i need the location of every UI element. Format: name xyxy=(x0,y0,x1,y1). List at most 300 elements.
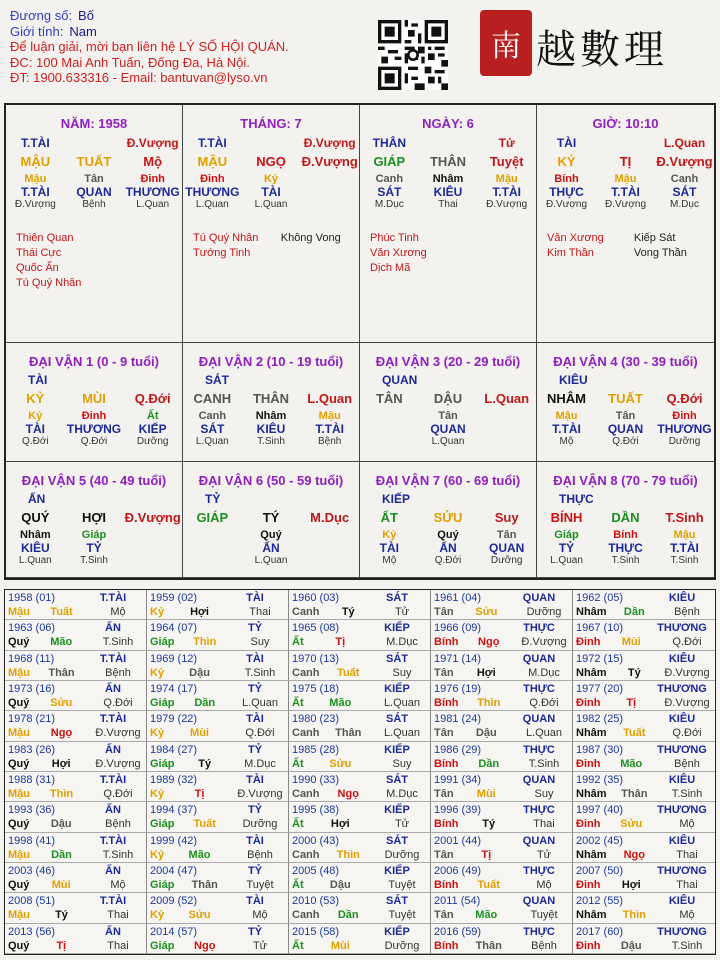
year-can: Quý xyxy=(8,939,30,952)
year-god: SÁT xyxy=(386,652,408,665)
hidden-state: Bệnh xyxy=(318,436,342,447)
hidden-state: T.Sinh xyxy=(670,555,699,566)
sao-item: Kim Thần xyxy=(547,247,594,259)
year-item xyxy=(289,772,431,802)
sao-list xyxy=(193,231,353,261)
year-item xyxy=(5,681,147,711)
hidden-state: L.Quan xyxy=(18,555,52,566)
year-chi: Ngọ xyxy=(337,788,359,800)
year-label: 1965 (08) xyxy=(292,622,340,635)
year-label: 1971 (14) xyxy=(434,652,482,665)
hidden-stem: Bính xyxy=(554,173,579,185)
pillar-can: GIÁP xyxy=(373,154,406,169)
hidden-stem: Tân xyxy=(84,173,104,185)
year-state: Dưỡng xyxy=(526,606,562,618)
year-can: Nhâm xyxy=(576,606,607,618)
year-item xyxy=(573,772,715,802)
year-item xyxy=(147,863,289,893)
dai-van-god: KIÊU xyxy=(559,373,588,387)
year-item xyxy=(147,620,289,650)
spacer xyxy=(65,136,124,150)
year-state: Bệnh xyxy=(105,818,131,831)
year-chi: Tị xyxy=(194,788,205,800)
year-chi: Mùi xyxy=(51,879,71,891)
year-state: T.Sinh xyxy=(244,666,276,679)
year-item xyxy=(289,833,431,863)
year-state: Thai xyxy=(676,879,698,891)
hidden-state: Q.Đới xyxy=(434,555,462,566)
year-item xyxy=(431,772,573,802)
year-god: KIÊU xyxy=(668,834,696,847)
year-label: 1982 (25) xyxy=(576,713,624,726)
year-label: 1973 (16) xyxy=(8,683,56,695)
year-label: 1985 (28) xyxy=(292,743,340,756)
year-item xyxy=(431,681,573,711)
pillar-can: KỶ xyxy=(557,154,576,169)
year-god: THỰC xyxy=(523,865,555,877)
pillar-top-state: Đ.Vượng xyxy=(303,136,356,150)
hidden-god xyxy=(300,185,359,199)
year-chi: Thân xyxy=(621,788,648,800)
year-can: Nhâm xyxy=(576,848,607,861)
year-chi: Ngọ xyxy=(478,636,500,649)
hidden-state: Đ.Vượng xyxy=(486,199,528,210)
hidden-stem: Tân xyxy=(438,410,458,422)
year-label: 1966 (09) xyxy=(434,622,482,635)
year-god: KIẾP xyxy=(384,743,410,756)
year-can: Nhâm xyxy=(576,909,607,922)
dai-van-title: ĐẠI VẬN 4 (30 - 39 tuổi) xyxy=(553,354,698,369)
year-item xyxy=(5,833,147,863)
year-can: Ất xyxy=(292,697,304,709)
year-item xyxy=(431,802,573,832)
year-can: Mậu xyxy=(8,727,30,740)
sao-item xyxy=(281,246,353,261)
year-can: Giáp xyxy=(150,757,175,770)
year-label: 1976 (19) xyxy=(434,683,482,695)
year-state: Mộ xyxy=(110,606,126,618)
duong-so-value: Bố xyxy=(78,8,94,23)
hidden-god: QUAN xyxy=(607,422,644,436)
year-item xyxy=(573,742,715,772)
seal-logo xyxy=(480,10,532,76)
hidden-god: KIÊU xyxy=(21,541,50,555)
dai-van-state: T.Sinh xyxy=(665,510,704,525)
year-state: Q.Đới xyxy=(529,697,559,709)
pillar-cell xyxy=(183,105,360,343)
hidden-god xyxy=(360,422,419,436)
year-god: QUAN xyxy=(522,774,556,786)
year-item xyxy=(289,620,431,650)
hidden-stem: Kỷ xyxy=(263,173,279,185)
hidden-stem: Giáp xyxy=(554,529,579,541)
hidden-state: Q.Đới xyxy=(22,436,49,447)
pillar-top-state: Tử xyxy=(498,136,515,150)
year-can: Mậu xyxy=(8,606,30,618)
year-state: Mộ xyxy=(536,879,552,891)
year-state: Đ.Vượng xyxy=(95,727,141,740)
sao-item: Tướng Tinh xyxy=(193,247,251,259)
hidden-state xyxy=(300,555,359,566)
year-state: T.Sinh xyxy=(102,848,134,861)
hidden-stem: Canh xyxy=(198,410,227,422)
year-can: Ất xyxy=(292,757,304,770)
year-god: TỶ xyxy=(247,743,263,756)
year-item xyxy=(289,893,431,923)
year-chi: Dậu xyxy=(329,879,351,891)
year-item xyxy=(431,651,573,681)
year-chi: Ngọ xyxy=(50,727,73,740)
year-label: 1999 (42) xyxy=(150,834,198,847)
hidden-state: L.Quan xyxy=(254,199,288,210)
hidden-god: T.TÀI xyxy=(315,422,345,436)
year-god: SÁT xyxy=(386,592,408,604)
year-god: SÁT xyxy=(386,774,408,786)
year-state: Q.Đới xyxy=(103,788,133,800)
year-state: L.Quan xyxy=(383,727,421,740)
year-god: TÀI xyxy=(246,713,264,726)
year-can: Kỷ xyxy=(150,727,165,740)
year-god: KIÊU xyxy=(668,895,696,908)
hidden-stem: Mậu xyxy=(555,410,578,422)
year-state: M.Dục xyxy=(386,636,418,649)
hidden-state: L.Quan xyxy=(136,199,170,210)
year-god: QUAN xyxy=(522,652,556,665)
year-god: QUAN xyxy=(522,895,556,908)
year-god: KIẾP xyxy=(384,865,410,877)
spacer xyxy=(596,136,655,150)
hidden-state: Đ.Vượng xyxy=(14,199,56,210)
year-item xyxy=(573,620,715,650)
dai-van-god: QUAN xyxy=(382,373,418,387)
dai-van-chi: MÙI xyxy=(82,391,106,406)
year-god: T.TÀI xyxy=(99,834,127,847)
year-label: 1968 (11) xyxy=(8,652,55,665)
year-chi: Sửu xyxy=(188,909,211,922)
hidden-stem xyxy=(300,173,359,185)
year-item xyxy=(147,681,289,711)
year-state: Thai xyxy=(676,848,698,861)
hidden-god xyxy=(183,541,242,555)
year-can: Tân xyxy=(434,606,454,618)
hidden-state: Thai xyxy=(438,199,458,210)
hidden-god: T.TÀI xyxy=(611,185,640,199)
year-state: T.Sinh xyxy=(528,757,560,770)
year-label: 1979 (22) xyxy=(150,713,198,726)
dai-van-can: GIÁP xyxy=(196,510,229,525)
year-item xyxy=(5,651,147,681)
year-label: 1980 (23) xyxy=(292,713,340,726)
dai-van-god: TỶ xyxy=(205,492,221,506)
year-state: Q.Đới xyxy=(245,727,275,740)
year-label: 2012 (55) xyxy=(576,895,624,908)
dai-van-state: L.Quan xyxy=(484,391,530,406)
dai-van-god: TÀI xyxy=(28,373,48,387)
year-item xyxy=(289,711,431,741)
year-item xyxy=(289,651,431,681)
year-item xyxy=(5,924,147,954)
year-god: SÁT xyxy=(386,834,408,847)
hidden-god: T.TÀI xyxy=(21,185,50,199)
year-can: Kỷ xyxy=(150,909,165,922)
pillar-top-state: L.Quan xyxy=(663,136,706,150)
hidden-stem xyxy=(360,410,419,422)
year-god: ẤN xyxy=(105,865,121,877)
year-can: Ất xyxy=(292,818,304,831)
year-can: Tân xyxy=(434,727,454,740)
year-chi: Sửu xyxy=(475,606,498,618)
sao-list xyxy=(16,231,176,291)
year-state: Q.Đới xyxy=(672,727,702,740)
address-line: ĐC: 100 Mai Anh Tuấn, Đống Đa, Hà Nội. xyxy=(10,54,250,70)
pillar-title: THÁNG: 7 xyxy=(240,116,302,131)
year-chi: Thân xyxy=(48,666,75,679)
year-label: 1990 (33) xyxy=(292,774,340,786)
pillar-chi: TUẤT xyxy=(76,154,112,169)
year-can: Giáp xyxy=(150,879,175,891)
year-label: 1995 (38) xyxy=(292,804,340,817)
year-state: Thai xyxy=(533,818,555,831)
year-chi: Mão xyxy=(50,636,73,649)
year-chi: Mão xyxy=(475,909,498,922)
year-chi: Thân xyxy=(475,939,502,952)
dai-van-title: ĐẠI VẬN 3 (20 - 29 tuổi) xyxy=(375,354,521,369)
year-god: THỰC xyxy=(523,925,555,938)
year-label: 1987 (30) xyxy=(576,743,624,756)
dai-van-state: Q.Đới xyxy=(134,391,171,406)
year-list xyxy=(4,589,716,955)
year-god: KIẾP xyxy=(384,622,410,635)
year-god: T.TÀI xyxy=(99,774,127,786)
year-item xyxy=(573,711,715,741)
year-god: TÀI xyxy=(246,652,264,665)
year-can: Đinh xyxy=(576,818,601,831)
year-can: Quý xyxy=(8,879,30,891)
hidden-stem: Quý xyxy=(437,529,459,541)
year-can: Mậu xyxy=(8,848,30,861)
year-state: Q.Đới xyxy=(672,636,702,649)
year-god: TỶ xyxy=(247,804,263,817)
hidden-state: Bệnh xyxy=(82,199,106,210)
year-item xyxy=(147,742,289,772)
hidden-stem: Mậu xyxy=(673,529,696,541)
hidden-god: THƯƠNG xyxy=(66,422,122,436)
year-state: T.Sinh xyxy=(671,788,703,800)
year-can: Đinh xyxy=(576,939,601,952)
year-label: 1959 (02) xyxy=(150,592,198,604)
chart-grid xyxy=(4,103,716,580)
hidden-stem: Đinh xyxy=(672,410,697,422)
year-item xyxy=(573,651,715,681)
year-can: Canh xyxy=(292,666,320,679)
year-can: Quý xyxy=(8,636,30,649)
year-god: THỰC xyxy=(523,622,555,635)
year-god: T.TÀI xyxy=(99,895,127,908)
year-label: 2013 (56) xyxy=(8,925,56,938)
dai-van-cell xyxy=(537,462,714,578)
hidden-god: QUAN xyxy=(430,422,466,436)
year-label: 1988 (31) xyxy=(8,774,56,786)
year-chi: Tý xyxy=(198,757,212,770)
sao-item: Thiên Quan xyxy=(16,232,74,244)
hidden-god: THƯƠNG xyxy=(185,185,240,199)
year-can: Canh xyxy=(292,909,320,922)
hidden-god: ẤN xyxy=(439,541,457,555)
year-god: QUAN xyxy=(522,834,556,847)
dai-van-can: NHÂM xyxy=(547,391,586,406)
year-label: 1960 (03) xyxy=(292,592,340,604)
year-state: Tuyệt xyxy=(388,879,416,891)
year-state: Dưỡng xyxy=(242,818,278,831)
year-item xyxy=(147,924,289,954)
dai-van-can: CANH xyxy=(193,391,232,406)
year-item xyxy=(147,802,289,832)
hidden-stem: Kỷ xyxy=(382,529,397,541)
year-chi: Tị xyxy=(626,697,637,709)
dai-van-title: ĐẠI VẬN 2 (10 - 19 tuổi) xyxy=(198,354,344,369)
dai-van-state: Q.Đới xyxy=(666,391,703,406)
year-item xyxy=(573,863,715,893)
hidden-god: SÁT xyxy=(672,185,697,199)
hidden-stem: Ất xyxy=(146,410,159,422)
year-can: Mậu xyxy=(8,909,30,922)
hidden-god: TÀI xyxy=(25,422,45,436)
hidden-god: THỰC xyxy=(549,185,584,199)
year-state: Mộ xyxy=(252,909,268,922)
year-chi: Dần xyxy=(337,909,359,922)
header-info xyxy=(10,8,370,86)
year-can: Kỷ xyxy=(150,848,165,861)
hidden-state: Dưỡng xyxy=(490,555,523,566)
year-label: 1991 (34) xyxy=(434,774,482,786)
pillar-chi: THÂN xyxy=(429,154,467,169)
year-god: KIẾP xyxy=(384,804,410,817)
year-label: 1977 (20) xyxy=(576,683,624,695)
year-label: 1969 (12) xyxy=(150,652,198,665)
year-label: 2006 (49) xyxy=(434,865,482,877)
year-chi: Tý xyxy=(482,818,496,831)
hidden-stem: Canh xyxy=(375,173,404,185)
hidden-stem xyxy=(183,529,242,541)
dai-van-state: M.Dục xyxy=(310,510,350,525)
year-god: QUAN xyxy=(522,713,556,726)
year-state: Mộ xyxy=(679,818,695,831)
hidden-stem: Đinh xyxy=(200,173,225,185)
pillar-title: GIỜ: 10:10 xyxy=(592,116,659,131)
year-state: Mộ xyxy=(679,909,695,922)
pillar-title: NĂM: 1958 xyxy=(60,116,128,131)
hidden-state: L.Quan xyxy=(431,436,465,447)
year-can: Bính xyxy=(434,879,459,891)
hidden-state xyxy=(300,199,359,210)
year-item xyxy=(573,833,715,863)
hidden-god xyxy=(300,541,359,555)
year-chi: Thìn xyxy=(336,848,360,861)
year-can: Đinh xyxy=(576,757,601,770)
year-item xyxy=(5,772,147,802)
hidden-state: Dưỡng xyxy=(668,436,701,447)
year-item xyxy=(431,590,573,620)
year-god: TÀI xyxy=(246,592,264,604)
hidden-stem: Đinh xyxy=(81,410,107,422)
year-label: 1998 (41) xyxy=(8,834,56,847)
hidden-stem: Tân xyxy=(496,529,517,541)
hidden-state: L.Quan xyxy=(195,199,229,210)
year-god: KIÊU xyxy=(668,592,696,604)
year-label: 1964 (07) xyxy=(150,622,198,635)
hidden-stem: Canh xyxy=(670,173,699,185)
year-item xyxy=(147,590,289,620)
year-state: Tử xyxy=(394,606,410,618)
year-god: THƯƠNG xyxy=(657,743,707,756)
hidden-stem: Mậu xyxy=(318,410,341,422)
dai-van-chi: SỬU xyxy=(433,510,463,525)
year-state: M.Dục xyxy=(386,788,418,800)
year-chi: Hợi xyxy=(190,606,209,618)
phone-email-line: ĐT: 1900.633316 - Email: bantuvan@lyso.vn xyxy=(10,70,268,85)
year-chi: Ngọ xyxy=(194,939,216,952)
year-god: ẤN xyxy=(105,925,121,938)
year-can: Ất xyxy=(292,939,304,952)
hidden-god xyxy=(477,422,536,436)
year-can: Đinh xyxy=(576,879,601,891)
pillar-top-state: Đ.Vượng xyxy=(126,136,179,150)
year-label: 2009 (52) xyxy=(150,895,198,908)
year-chi: Dậu xyxy=(620,939,642,952)
qr-code-icon[interactable] xyxy=(378,20,448,90)
pillar-state: Đ.Vượng xyxy=(656,154,713,169)
year-label: 1986 (29) xyxy=(434,743,482,756)
year-god: ẤN xyxy=(105,743,121,756)
year-chi: Ngọ xyxy=(623,848,645,861)
pillar-title: NGÀY: 6 xyxy=(422,116,474,131)
year-label: 1961 (04) xyxy=(434,592,482,604)
hidden-state: Dưỡng xyxy=(136,436,169,447)
year-can: Ất xyxy=(292,636,304,649)
year-item xyxy=(289,590,431,620)
year-label: 1975 (18) xyxy=(292,683,340,695)
dai-van-title: ĐẠI VẬN 5 (40 - 49 tuổi) xyxy=(21,473,167,488)
year-label: 1978 (21) xyxy=(8,713,56,726)
year-god: T.TÀI xyxy=(99,652,127,665)
dai-van-can: TÂN xyxy=(375,391,403,406)
year-label: 1996 (39) xyxy=(434,804,482,817)
hidden-stem: Đinh xyxy=(140,173,165,185)
year-chi: Tuất xyxy=(193,818,216,831)
year-state: Tuyệt xyxy=(530,909,558,922)
dai-van-cell xyxy=(183,343,360,462)
year-chi: Hợi xyxy=(476,666,496,679)
year-can: Mậu xyxy=(8,666,30,679)
dai-van-title: ĐẠI VẬN 6 (50 - 59 tuổi) xyxy=(198,473,344,488)
year-state: Q.Đới xyxy=(103,697,133,709)
year-item xyxy=(289,681,431,711)
year-can: Kỷ xyxy=(150,788,165,800)
year-state: M.Dục xyxy=(244,757,276,770)
sao-item: Thái Cực xyxy=(16,247,62,259)
year-item xyxy=(5,711,147,741)
hidden-state: M.Dục xyxy=(374,199,404,210)
year-chi: Thìn xyxy=(622,909,646,922)
hidden-state xyxy=(477,436,536,447)
year-item xyxy=(573,590,715,620)
year-state: Dưỡng xyxy=(384,939,420,952)
year-item xyxy=(147,833,289,863)
year-label: 2005 (48) xyxy=(292,865,340,877)
year-god: THỰC xyxy=(523,743,555,756)
year-item xyxy=(431,893,573,923)
year-state: Tử xyxy=(252,939,268,952)
